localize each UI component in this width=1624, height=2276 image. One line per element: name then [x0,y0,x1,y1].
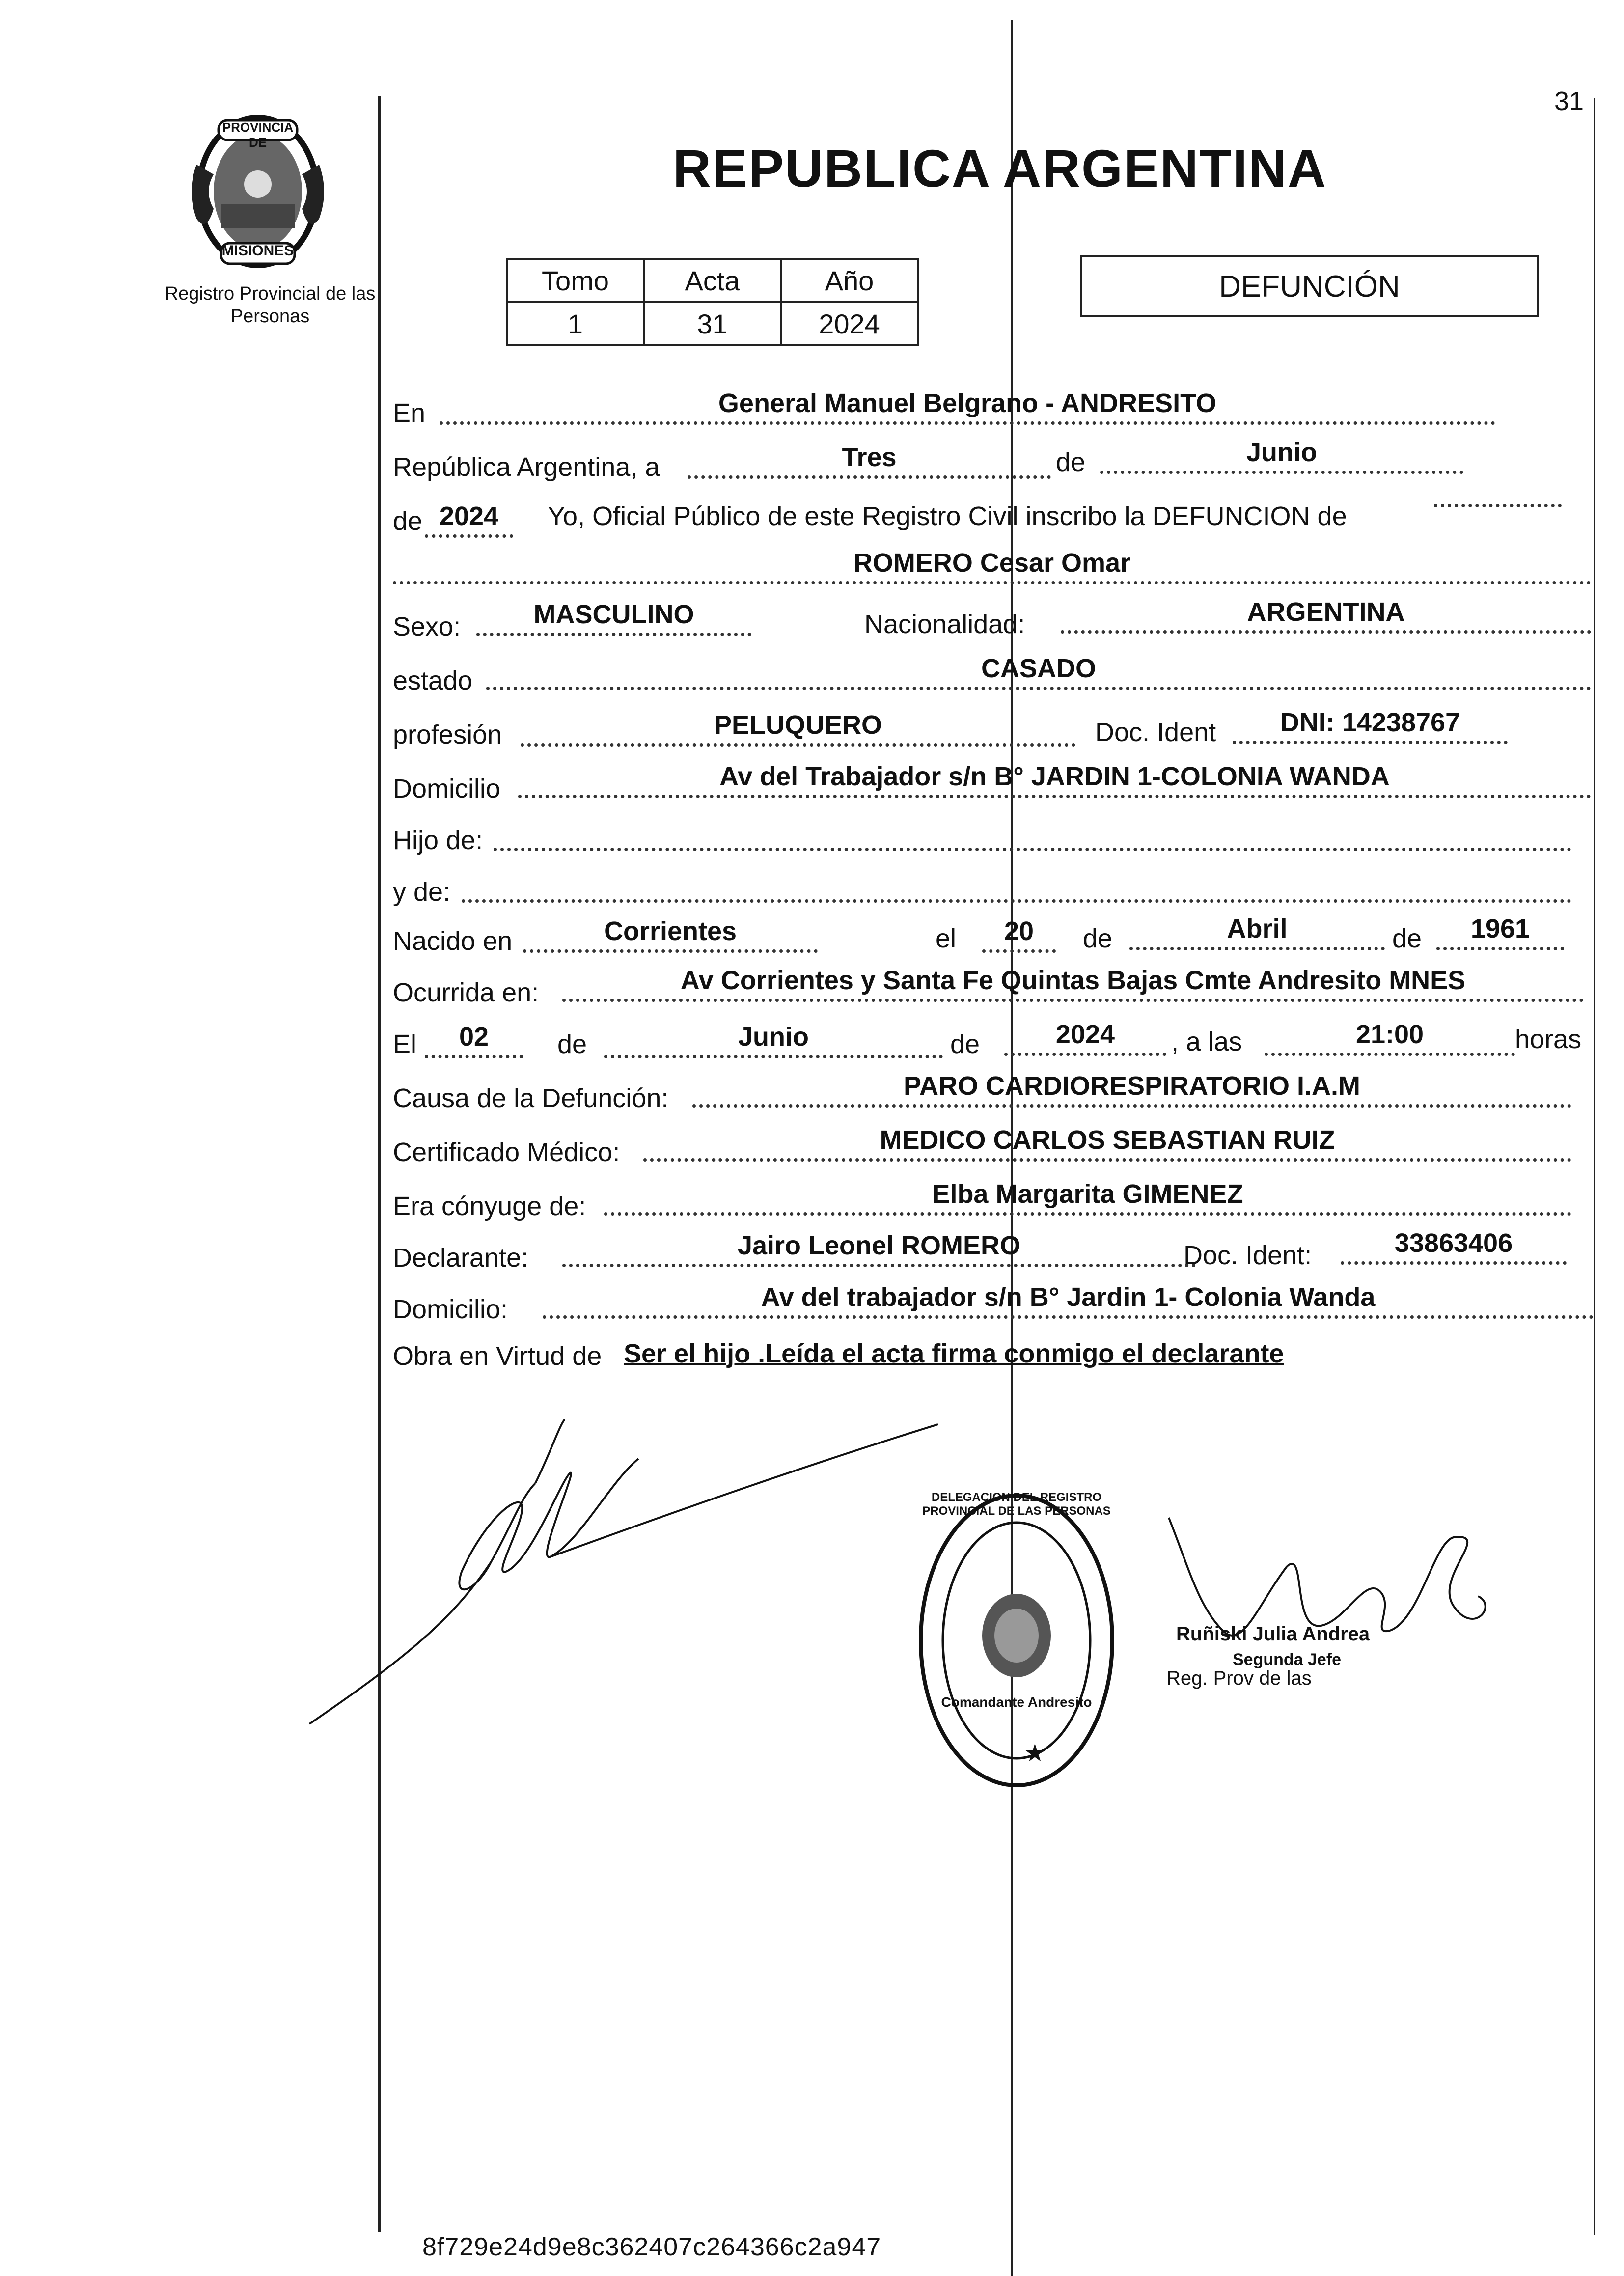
a-las-label: , a las [1171,1027,1242,1056]
sexo-value: MASCULINO [476,599,751,636]
de-label: de [1056,447,1086,477]
doc-label: Doc. Ident [1095,718,1216,747]
birth-de2: de [1392,924,1422,953]
doc-value: DNI: 14238767 [1233,707,1508,744]
officer-role: Segunda Jefe [1233,1650,1342,1669]
anio-header: Año [781,259,918,302]
estado-value: CASADO [486,653,1591,690]
nacionalidad-value: ARGENTINA [1061,597,1591,634]
conyuge-value: Elba Margarita GIMENEZ [604,1179,1571,1216]
hijo-value [494,815,1571,851]
obra-label: Obra en Virtud de [393,1341,602,1371]
certificado-value: MEDICO CARLOS SEBASTIAN RUIZ [643,1125,1571,1162]
tomo-header: Tomo [507,259,644,302]
death-month: Junio [604,1022,943,1058]
decl-doc-value: 33863406 [1341,1228,1567,1265]
document-hash: 8f729e24d9e8c362407c264366c2a947 [422,2233,881,2261]
stamp-ring-text: DELEGACION DEL REGISTRO PROVINCIAL DE LAS PERSONAS [922,1491,1111,1518]
record-type: DEFUNCIÓN [1219,269,1400,304]
stamp-star-icon: ★ [1024,1739,1046,1767]
sexo-label: Sexo: [393,612,461,641]
reference-table [506,258,919,346]
nacido-label: Nacido en [393,926,513,956]
emblem-top-text: PROVINCIA DE [222,120,294,150]
year-value: 2024 [425,501,513,538]
republica-label: República Argentina, a [393,452,660,482]
hijo-label: Hijo de: [393,826,483,855]
causa-value: PARO CARDIORESPIRATORIO I.A.M [692,1071,1571,1108]
record-type-box [1080,255,1539,317]
left-margin-line [378,96,381,2232]
year-prefix: de [393,506,423,536]
nacido-value: Corrientes [523,916,818,953]
stamp-inner-text: Comandante Andresito [941,1694,1092,1710]
death-year: 2024 [1004,1019,1166,1056]
domicilio-label: Domicilio [393,774,501,804]
profesion-value: PELUQUERO [521,710,1075,747]
birth-year: 1961 [1436,914,1564,950]
acta-header: Acta [644,259,781,302]
death-de2: de [950,1029,980,1059]
anio-value: 2024 [781,302,918,345]
month-written: Junio [1100,437,1463,474]
tomo-value: 1 [507,302,644,345]
officer-office: Reg. Prov de las [1166,1667,1312,1689]
right-margin-line [1594,98,1595,2235]
yde-label: y de: [393,877,451,907]
en-value: General Manuel Belgrano - ANDRESITO [440,388,1495,425]
ocurrida-value: Av Corrientes y Santa Fe Quintas Bajas Cmte Andresito MNES [562,965,1584,1002]
obra-value: Ser el hijo .Leída el acta firma conmigo el declarante [624,1339,1284,1368]
decl-doc-label: Doc. Ident: [1184,1241,1312,1270]
decl-domicilio-value: Av del trabajador s/n B° Jardin 1- Colonia Wanda [543,1282,1594,1319]
day-written: Tres [688,442,1051,479]
officer-name: Ruñiski Julia Andrea [1176,1623,1370,1645]
certificado-label: Certificado Médico: [393,1138,620,1167]
conyuge-label: Era cónyuge de: [393,1192,586,1221]
domicilio-value: Av del Trabajador s/n B° JARDIN 1-COLONIA WANDA [518,761,1591,798]
estado-label: estado [393,666,473,695]
ocurrida-label: Ocurrida en: [393,978,539,1007]
registry-name: Registro Provincial de las Personas [165,283,376,327]
declarante-label: Declarante: [393,1243,529,1273]
nacionalidad-label: Nacionalidad: [864,610,1025,639]
declarante-value: Jairo Leonel ROMERO [562,1230,1196,1267]
en-label: En [393,398,426,428]
causa-label: Causa de la Defunción: [393,1083,669,1113]
death-time: 21:00 [1265,1019,1515,1056]
acta-value: 31 [644,302,781,345]
profesion-label: profesión [393,720,502,749]
emblem-bottom-text: MISIONES [221,243,294,259]
official-stamp [913,1488,1120,1793]
el-label: el [936,924,957,953]
horas-label: horas [1515,1025,1582,1054]
birth-day: 20 [982,916,1056,953]
declarant-signature [304,1415,943,1739]
birth-de1: de [1083,924,1113,953]
yde-value [462,867,1571,903]
deceased-name: ROMERO Cesar Omar [393,548,1591,584]
inscription-blank [1434,501,1562,507]
death-de1: de [557,1029,587,1059]
birth-month: Abril [1129,914,1385,950]
document-title: REPUBLICA ARGENTINA [673,139,1327,198]
inscription-text: Yo, Oficial Público de este Registro Civil inscribo la DEFUNCION de [548,501,1347,531]
page-number: 31 [1554,86,1584,116]
death-day: 02 [425,1022,523,1058]
decl-domicilio-label: Domicilio: [393,1295,508,1324]
death-el: El [393,1029,417,1059]
